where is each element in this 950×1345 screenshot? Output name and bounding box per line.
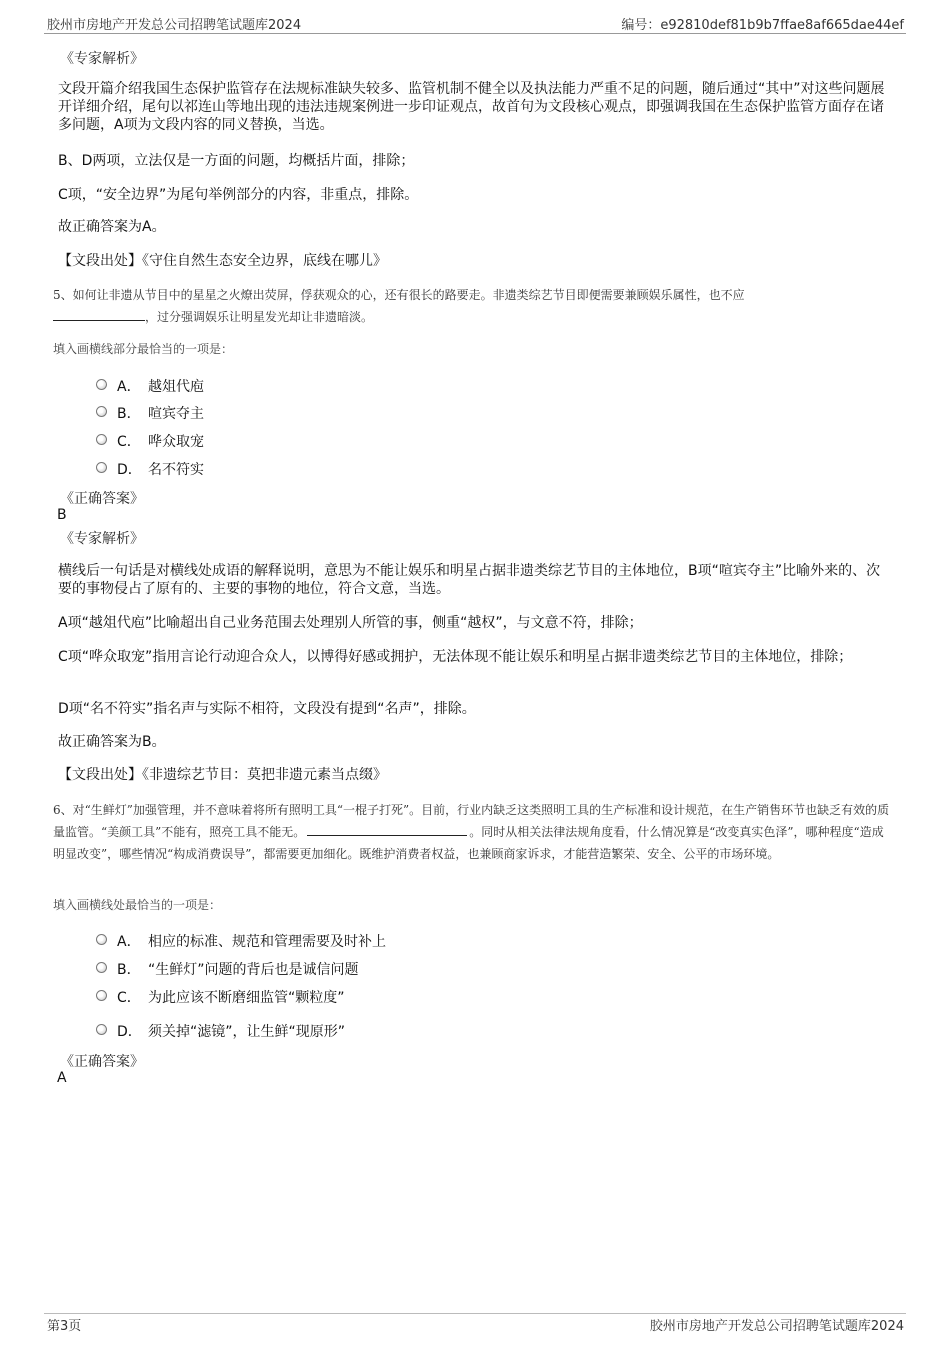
correct-answer: A	[57, 1070, 67, 1086]
radio-icon[interactable]	[96, 962, 107, 973]
option-letter: B．	[117, 962, 141, 978]
option-text: 相应的标准、规范和管理需要及时补上	[148, 934, 386, 950]
expert-analysis-label: 《专家解析》	[60, 531, 144, 547]
footer-title: 胶州市房地产开发总公司招聘笔试题库2024	[649, 1319, 904, 1334]
fill-blank	[53, 306, 145, 321]
option-text: 越俎代庖	[148, 379, 204, 395]
option-text: 哗众取宠	[148, 434, 204, 450]
analysis-paragraph: 故正确答案为B。	[58, 734, 166, 750]
option-text: 名不符实	[148, 462, 204, 478]
radio-icon[interactable]	[96, 434, 107, 445]
option-text: 须关掉“滤镜”，让生鲜“现原形”	[148, 1024, 346, 1040]
page-number: 第3页	[47, 1319, 82, 1334]
radio-icon[interactable]	[96, 934, 107, 945]
radio-icon[interactable]	[96, 1024, 107, 1035]
correct-answer-label: 《正确答案》	[60, 1054, 144, 1070]
option-letter: A．	[117, 934, 141, 950]
document-code: 编号：e92810def81b9b7ffae8af665dae44ef	[621, 18, 904, 33]
option-text: 为此应该不断磨细监管“颗粒度”	[148, 990, 345, 1006]
correct-answer: B	[57, 507, 67, 523]
option-letter: A．	[117, 379, 141, 395]
radio-icon[interactable]	[96, 462, 107, 473]
question-prompt: 填入画横线处最恰当的一项是：	[53, 898, 222, 912]
question-stem-part: 。同时从相关法律法规角度看，什么情况算是“改变真实色泽”，哪种程度“造成明显改变”，哪些情况“构成消费误导”，都需要更加细化。既维护消费者权益，也兼顾商家诉求，才能营造繁荣、安全、公平的市场环境。	[53, 825, 884, 861]
footer-divider	[44, 1313, 906, 1314]
option-letter: B．	[117, 406, 141, 422]
analysis-paragraph: 横线后一句话是对横线处成语的解释说明，意思为不能让娱乐和明星占据非遗类综艺节目的主体地位，B项“喧宾夺主”比喻外来的、次要的事物侵占了原有的、主要的事物的地位，符合文意，当选。	[58, 563, 881, 597]
header-divider	[44, 33, 906, 34]
radio-icon[interactable]	[96, 990, 107, 1001]
analysis-paragraph: C项，“安全边界”为尾句举例部分的内容，非重点，排除。	[58, 187, 419, 203]
question-stem-part: 6、对“生鲜灯”加强管理，并不意味着将所有照明工具“一棍子打死”。目前，行业内缺乏这类照明工具的生产标准和设计规范，在生产销售环节也缺乏有效的质量监管。“美颜工具”不能有，照亮工具不能无。	[53, 803, 890, 839]
correct-answer-label: 《正确答案》	[60, 491, 144, 507]
option-letter: C．	[117, 434, 141, 450]
analysis-paragraph: C项“哗众取宠”指用言论行动迎合众人，以博得好感或拥护，无法体现不能让娱乐和明星占据非遗类综艺节目的主体地位，排除；	[58, 649, 853, 665]
fill-blank	[307, 821, 467, 836]
question-stem-part: 5、如何让非遗从节目中的星星之火燎出荧屏，俘获观众的心，还有很长的路要走。非遗类综艺节目即便需要兼顾娱乐属性，也不应	[53, 288, 745, 302]
option-letter: C．	[117, 990, 141, 1006]
question-stem	[53, 284, 895, 328]
radio-icon[interactable]	[96, 406, 107, 417]
analysis-paragraph: D项“名不符实”指名声与实际不相符，文段没有提到“名声”，排除。	[58, 701, 476, 717]
option-text: 喧宾夺主	[148, 406, 204, 422]
question-prompt: 填入画横线部分最恰当的一项是：	[53, 342, 234, 356]
analysis-paragraph: 文段开篇介绍我国生态保护监管存在法规标准缺失较多、监管机制不健全以及执法能力严重不足的问题，随后通过“其中”对这些问题展开详细介绍，尾句以祁连山等地出现的违法违规案例进一步印证观点，故首句为文段核心观点，即强调我国在生态保护监管方面存在诸多问题，A项为文段内容的同义替换，当选。	[58, 81, 885, 133]
source-citation: 【文段出处】《守住自然生态安全边界，底线在哪儿》	[58, 253, 387, 269]
option-letter: D．	[117, 462, 142, 478]
expert-analysis-label: 《专家解析》	[60, 51, 144, 67]
radio-icon[interactable]	[96, 379, 107, 390]
source-citation: 【文段出处】《非遗综艺节目：莫把非遗元素当点缀》	[58, 767, 387, 783]
question-stem-part: ，过分强调娱乐让明星发光却让非遗暗淡。	[145, 310, 374, 324]
question-stem	[53, 799, 895, 865]
analysis-paragraph: B、D两项，立法仅是一方面的问题，均概括片面，排除；	[58, 153, 415, 169]
analysis-paragraph: 故正确答案为A。	[58, 219, 166, 235]
analysis-paragraph: A项“越俎代庖”比喻超出自己业务范围去处理别人所管的事，侧重“越权”，与文意不符，排除；	[58, 615, 643, 631]
option-text: “生鲜灯”问题的背后也是诚信问题	[148, 962, 359, 978]
option-letter: D．	[117, 1024, 142, 1040]
header-title: 胶州市房地产开发总公司招聘笔试题库2024	[47, 18, 302, 33]
